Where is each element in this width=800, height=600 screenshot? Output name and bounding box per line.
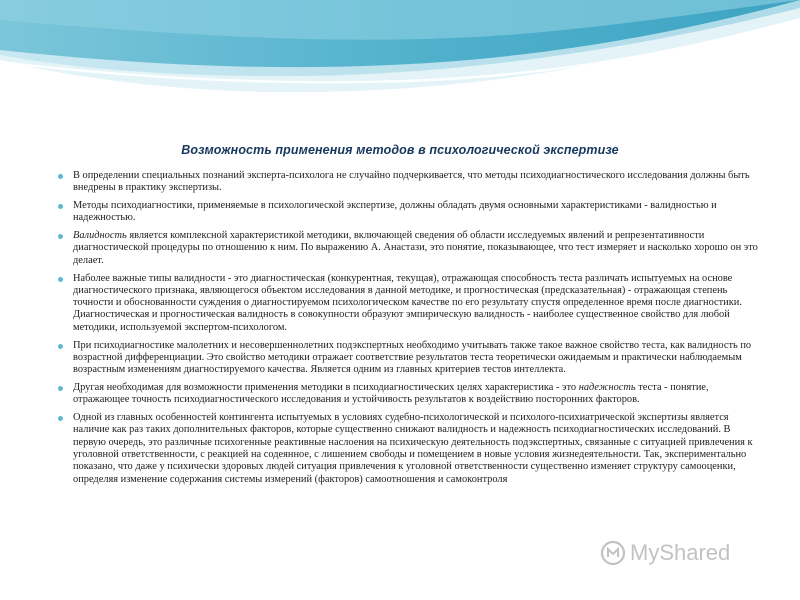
bullet-text: является комплексной характеристикой методики, включающей сведения об области исследуемых явлений и репрезентативности диагностической процедуры по отношению к ним. По выражению А. Анастази, это понятие, показывающее, что тест измеряет и насколько хорошо он это делает. [73,230,758,266]
bullet-dot-icon [58,386,63,391]
bullet-item-1 [58,170,758,195]
bullet-text: В определении специальных познаний эксперта-психолога не случайно подчеркивается, что методы психодиагностического исследования должны быть внедрены в практику экспертизы. [73,170,750,194]
bullet-list [58,170,758,491]
watermark-logo-icon [600,540,626,566]
bullet-dot-icon [58,174,63,179]
bullet-item-4 [58,273,758,334]
bullet-dot-icon [58,416,63,421]
watermark [600,536,730,570]
bullet-dot-icon [58,277,63,282]
bullet-item-7 [58,412,758,486]
bullet-item-5 [58,340,758,377]
wave-header-decoration [0,0,800,110]
bullet-item-3 [58,230,758,267]
bullet-text: При психодиагностике малолетних и несовершеннолетних подэкспертных необходимо учитывать также такое важное свойство теста, как валидность по возрастной дифференциации. Это свойство методики отражает соответствие результатов теста теоретически ожидаемым и практически наблюдаемым возрастным изменениям диагностируемого качества. Является одним из главных критериев тестов интеллекта. [73,339,752,376]
bullet-text: теста - понятие, отражающее точность психодиагностического исследования и устойчивость результатов к воздействию посторонних факторов. [73,381,709,406]
bullet-dot-icon [58,204,63,209]
bullet-dot-icon [58,234,63,239]
bullet-text: Другая необходимая для возможности применения методики в психодиагностических целях характеристика - это [73,381,579,393]
term-validity: Валидность [73,230,127,242]
slide-title: Возможность применения методов в психологической экспертизе [181,143,619,157]
bullet-text: Одной из главных особенностей контингента испытуемых в условиях судебно-психологической и психолого-психиатрической экспертизы является наличие как раз таких дополнительных факторов, которые существенно снижают валидность и надежность психодиагностических исследований. В первую очередь, это различные психогенные реактивные наслоения на психическую деятельность подэкспертных, связанные с ситуацией привлечения к уголовной ответственности, с реакцией на содеянное, с лишением свободы и помещением в новые условия жизнедеятельности. Так, экспериментально показано, что даже у психически здоровых людей ситуация привлечения к уголовной ответственности существенно изменяет структуру самооценки, определяя изменение содержания системы измерений (факторов) самоотношения и самоконтроля [73,412,753,485]
bullet-item-2 [58,200,758,225]
bullet-text: Наболее важные типы валидности - это диагностическая (конкурентная, текущая), отражающая способность теста различать испытуемых на основе диагностического признака, являющегося объектом исследования в данной методике, и прогностическая (предсказательная) - отражающая степень точности и обоснованности суждения о диагностируемом психологическом качестве по его результату спустя определенное время после диагностики. Диагностическая и прогностическая валидность в совокупности образуют эмпирическую валидность - наиболее существенное свойство для любой методики, используемой экспертом-психологом. [73,272,742,333]
bullet-text: Методы психодиагностики, применяемые в психологической экспертизе, должны обладать двумя основными характеристиками - валидностью и надежностью. [73,200,717,224]
watermark-text: MyShared [630,540,731,565]
bullet-dot-icon [58,344,63,349]
bullet-item-6 [58,382,758,407]
term-reliability: надежность [578,381,636,393]
